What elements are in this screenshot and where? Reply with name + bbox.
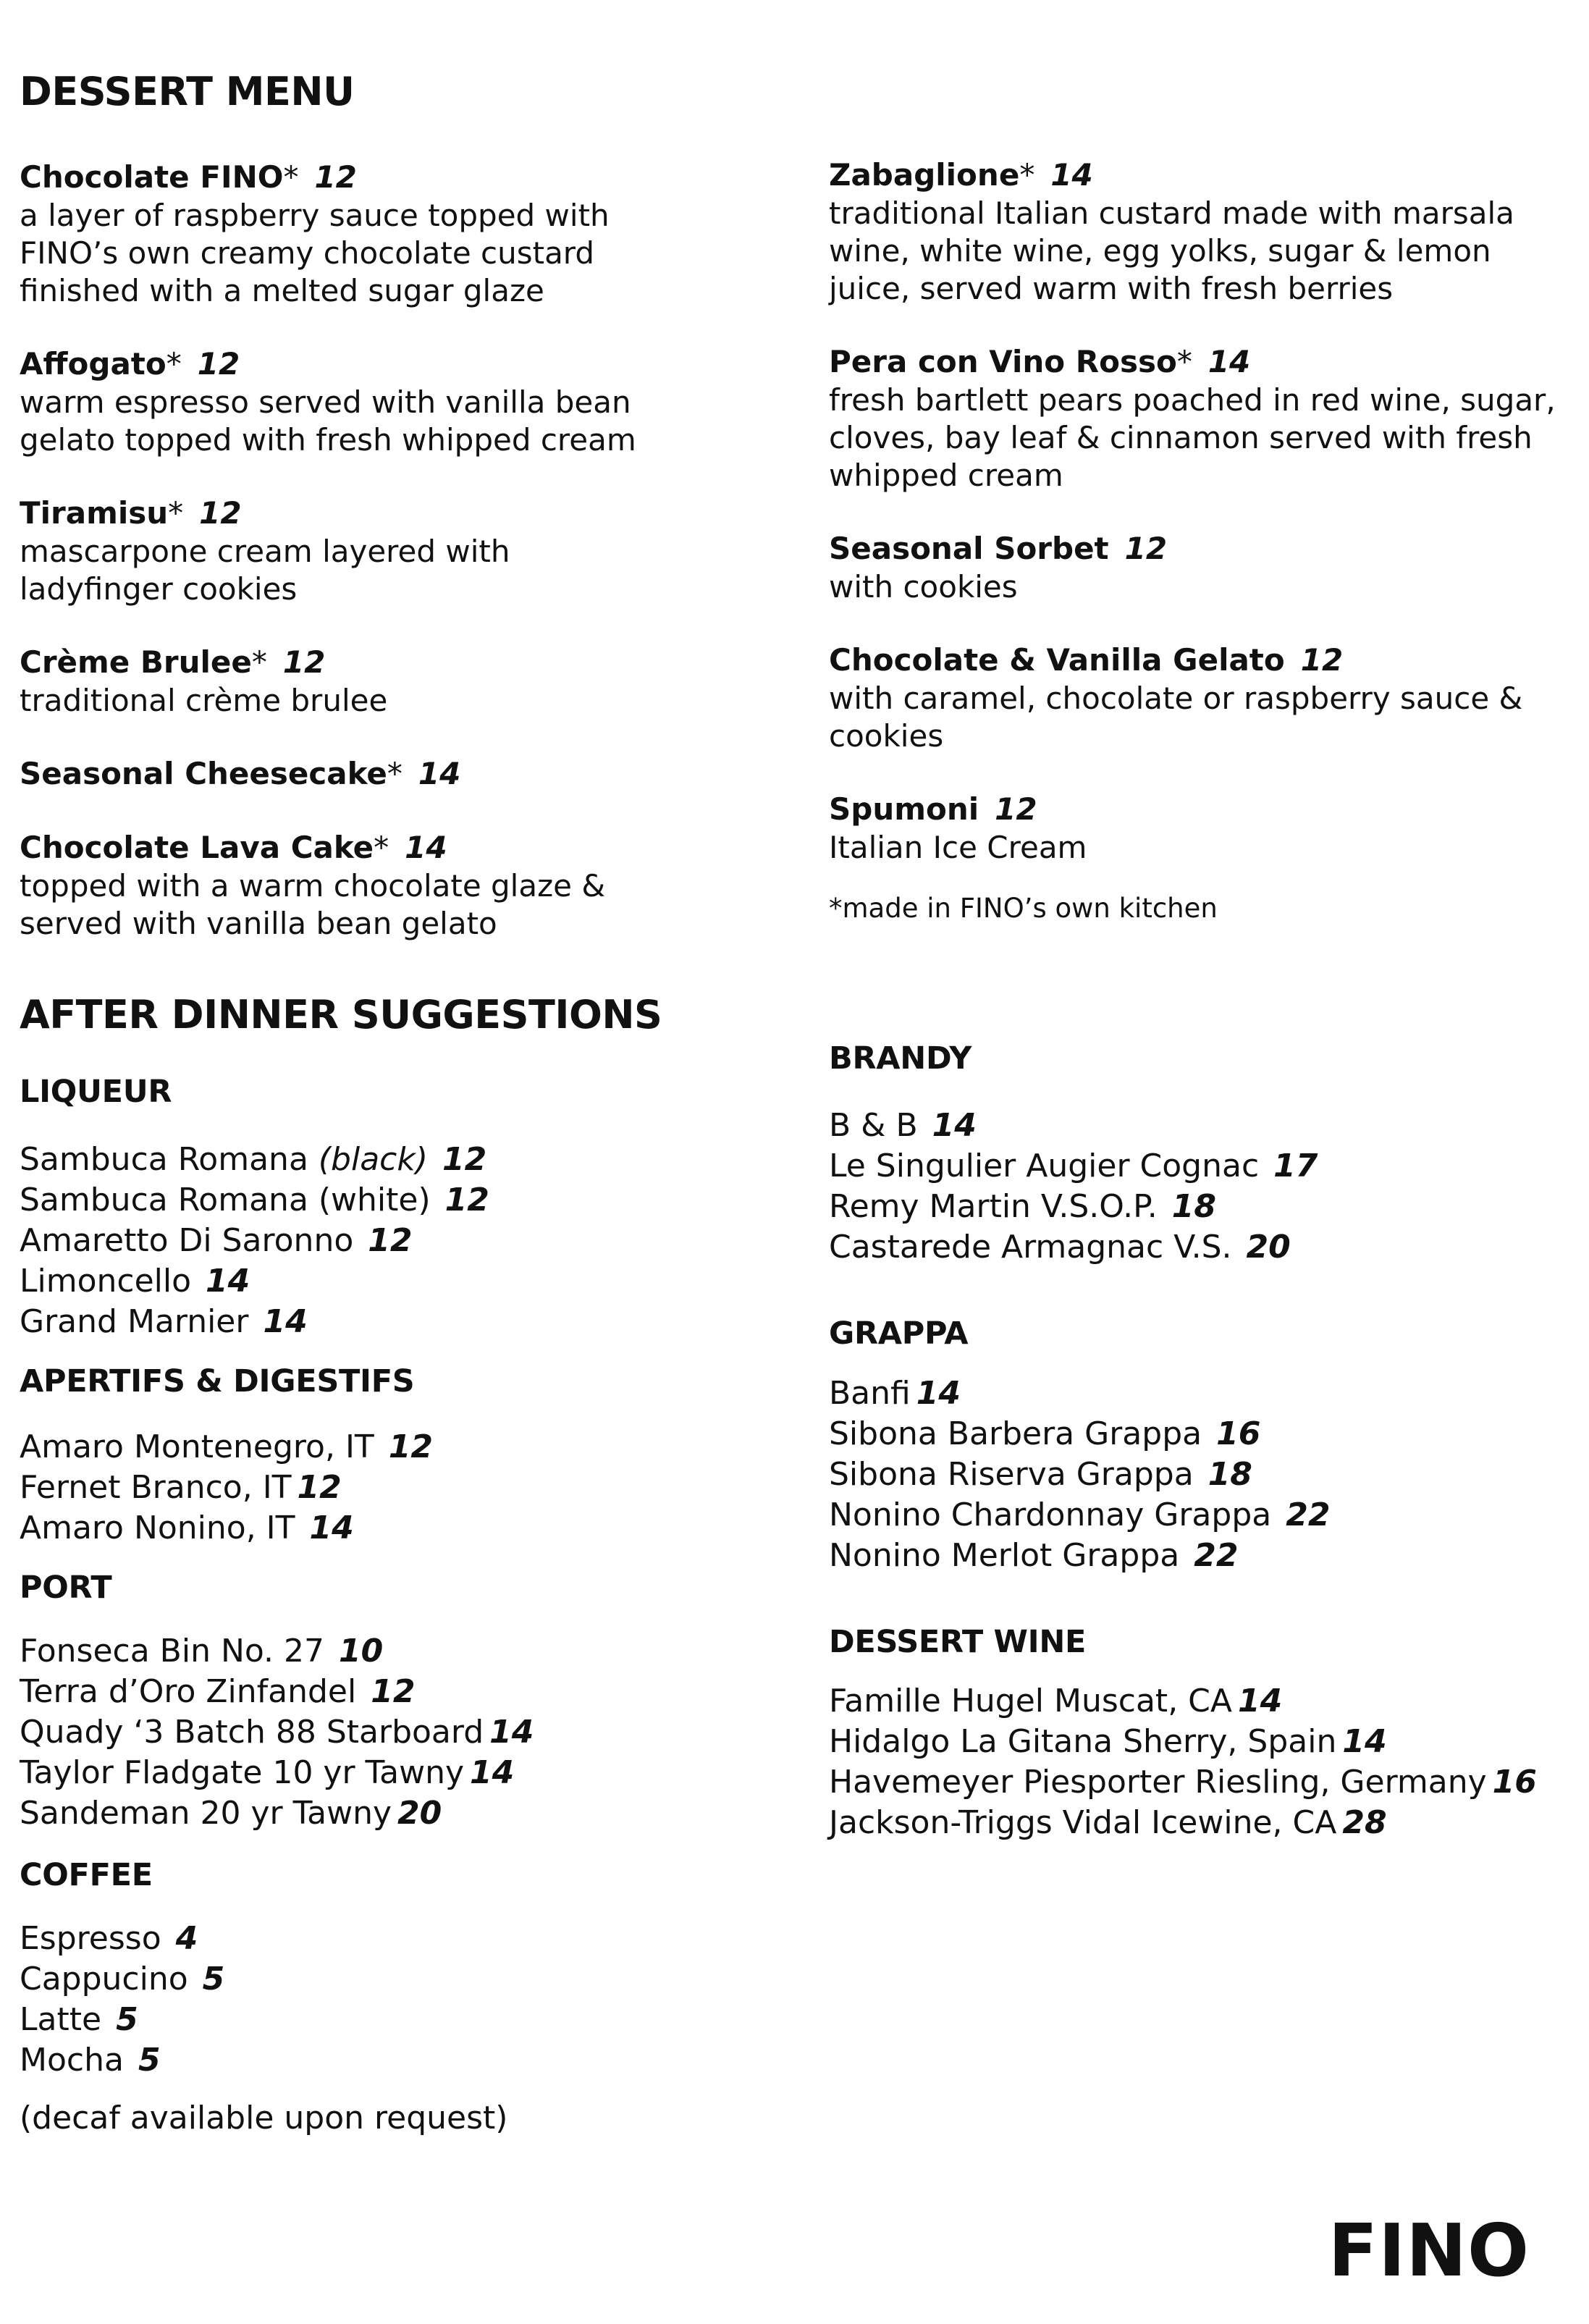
apertifs-list bbox=[20, 1427, 433, 1549]
bev-name: Castarede Armagnac V.S. bbox=[829, 1229, 1232, 1266]
dessert-desc: with cookies bbox=[829, 569, 1018, 605]
dessert-wine-heading: DESSERT WINE bbox=[829, 1624, 1087, 1660]
dessert-item-affogato bbox=[20, 345, 743, 459]
dessert-name: Pera con Vino Rosso bbox=[829, 344, 1177, 379]
bev-price: 18 bbox=[1207, 1456, 1252, 1493]
bev-name: Sibona Riserva Grappa bbox=[829, 1456, 1194, 1493]
list-item bbox=[829, 1146, 1318, 1187]
bev-name: Jackson-Triggs Vidal Icewine, CA bbox=[829, 1804, 1337, 1841]
dessert-footnote: *made in FINO’s own kitchen bbox=[829, 893, 1218, 924]
dessert-name: Seasonal Cheesecake bbox=[20, 756, 387, 791]
bev-name: Sambuca Romana (white) bbox=[20, 1182, 431, 1218]
dessert-item-seasonal-sorbet bbox=[829, 529, 1582, 606]
dessert-name: Tiramisu bbox=[20, 495, 169, 531]
list-item bbox=[20, 1508, 433, 1549]
dessert-price: 12 bbox=[199, 495, 242, 531]
bev-price: 4 bbox=[175, 1920, 198, 1957]
list-item bbox=[829, 1414, 1330, 1454]
dessert-price: 12 bbox=[197, 346, 240, 382]
list-item bbox=[829, 1187, 1318, 1227]
dessert-item-zabaglione bbox=[829, 156, 1582, 308]
list-item bbox=[20, 1712, 534, 1753]
bev-price: 20 bbox=[1246, 1229, 1291, 1266]
dessert-star: * bbox=[387, 756, 402, 791]
list-item bbox=[20, 1959, 507, 2000]
bev-name: Nonino Merlot Grappa bbox=[829, 1537, 1180, 1574]
dessert-item-chocolate-lava-cake bbox=[20, 828, 743, 943]
dessert-price: 14 bbox=[1050, 157, 1093, 193]
dessert-desc: a layer of raspberry sauce topped with FINO’s own creamy chocolate custard finished with a melted sugar glaze bbox=[20, 198, 610, 308]
list-item bbox=[20, 2040, 507, 2081]
bev-name: Fernet Branco, IT bbox=[20, 1469, 292, 1506]
dessert-item-chocolate-vanilla-gelato bbox=[829, 641, 1582, 755]
bev-name: Terra d’Oro Zinfandel bbox=[20, 1673, 357, 1710]
dessert-item-pera-con-vino-rosso bbox=[829, 342, 1582, 494]
list-item bbox=[20, 2000, 507, 2040]
bev-price: 14 bbox=[206, 1263, 250, 1300]
bev-name: Fonseca Bin No. 27 bbox=[20, 1633, 324, 1670]
bev-price: 16 bbox=[1492, 1764, 1537, 1801]
bev-name: Amaro Montenegro, IT bbox=[20, 1428, 374, 1465]
bev-price: 12 bbox=[297, 1469, 342, 1506]
bev-price: 12 bbox=[442, 1141, 487, 1178]
dessert-price: 14 bbox=[405, 830, 447, 865]
dessert-name: Zabaglione bbox=[829, 157, 1020, 193]
dessert-desc: fresh bartlett pears poached in red wine, sugar, cloves, bay leaf & cinnamon served with fresh whipped cream bbox=[829, 382, 1556, 493]
dessert-wine-list bbox=[829, 1681, 1537, 1843]
dessert-star: * bbox=[251, 644, 267, 680]
bev-name: Nonino Chardonnay Grappa bbox=[829, 1496, 1272, 1533]
bev-price: 22 bbox=[1286, 1496, 1331, 1533]
dessert-item-spumoni bbox=[829, 790, 1582, 867]
bev-name: Espresso bbox=[20, 1920, 161, 1957]
dessert-name: Seasonal Sorbet bbox=[829, 531, 1109, 566]
bev-price: 12 bbox=[444, 1182, 489, 1218]
bev-name: Amaretto Di Saronno bbox=[20, 1222, 354, 1259]
bev-price: 16 bbox=[1216, 1415, 1261, 1452]
grappa-list bbox=[829, 1373, 1330, 1576]
dessert-star: * bbox=[283, 159, 299, 195]
bev-name: Remy Martin V.S.O.P. bbox=[829, 1188, 1158, 1225]
bev-italic: (black) bbox=[318, 1141, 429, 1178]
dessert-price: 12 bbox=[282, 644, 326, 680]
list-item bbox=[20, 1140, 489, 1180]
list-item bbox=[829, 1106, 1318, 1146]
dessert-star: * bbox=[166, 346, 182, 382]
bev-price: 12 bbox=[368, 1222, 413, 1259]
dessert-star: * bbox=[374, 830, 389, 865]
dessert-name: Crème Brulee bbox=[20, 644, 252, 680]
bev-price: 28 bbox=[1342, 1804, 1387, 1841]
brandy-list bbox=[829, 1106, 1318, 1268]
list-item bbox=[829, 1227, 1318, 1268]
bev-price: 12 bbox=[371, 1673, 416, 1710]
dessert-name: Spumoni bbox=[829, 791, 979, 827]
bev-name: Sambuca Romana bbox=[20, 1141, 319, 1178]
list-item bbox=[829, 1495, 1330, 1536]
dessert-desc: mascarpone cream layered with ladyfinger cookies bbox=[20, 534, 510, 607]
bev-price: 14 bbox=[916, 1375, 961, 1412]
liqueur-list bbox=[20, 1140, 489, 1342]
bev-name: Limoncello bbox=[20, 1263, 192, 1300]
bev-price: 14 bbox=[1342, 1723, 1387, 1760]
bev-price: 5 bbox=[202, 1961, 225, 1997]
bev-name: Banfi bbox=[829, 1375, 911, 1412]
dessert-item-seasonal-cheesecake bbox=[20, 754, 743, 793]
list-item bbox=[829, 1681, 1537, 1722]
dessert-item-creme-brulee bbox=[20, 643, 743, 720]
list-item bbox=[20, 1180, 489, 1221]
dessert-menu-title: DESSERT MENU bbox=[20, 69, 355, 114]
bev-name: Sibona Barbera Grappa bbox=[829, 1415, 1202, 1452]
bev-name: Hidalgo La Gitana Sherry, Spain bbox=[829, 1723, 1337, 1760]
bev-price: 12 bbox=[388, 1428, 434, 1465]
bev-name: Mocha bbox=[20, 2042, 124, 2079]
list-item bbox=[829, 1762, 1537, 1803]
list-item bbox=[829, 1536, 1330, 1576]
apertifs-heading: APERTIFS & DIGESTIFS bbox=[20, 1363, 415, 1399]
coffee-heading: COFFEE bbox=[20, 1857, 153, 1893]
bev-name: Amaro Nonino, IT bbox=[20, 1510, 295, 1546]
bev-price: 5 bbox=[138, 2042, 161, 2079]
dessert-price: 12 bbox=[1124, 531, 1168, 566]
dessert-desc: Italian Ice Cream bbox=[829, 830, 1087, 865]
dessert-item-tiramisu bbox=[20, 494, 743, 608]
bev-name: Le Singulier Augier Cognac bbox=[829, 1148, 1260, 1184]
port-list bbox=[20, 1631, 534, 1834]
dessert-price: 12 bbox=[1300, 642, 1344, 678]
grappa-heading: GRAPPA bbox=[829, 1315, 969, 1352]
dessert-star: * bbox=[1019, 157, 1035, 193]
bev-price: 14 bbox=[932, 1107, 977, 1144]
dessert-desc: with caramel, chocolate or raspberry sauce & cookies bbox=[829, 681, 1523, 754]
dessert-name: Affogato bbox=[20, 346, 167, 382]
brand-logo: FINO bbox=[1328, 2208, 1530, 2293]
dessert-list-right bbox=[829, 156, 1582, 924]
list-item bbox=[20, 1468, 433, 1508]
bev-price: 14 bbox=[470, 1754, 515, 1791]
dessert-desc: topped with a warm chocolate glaze & served with vanilla bean gelato bbox=[20, 868, 606, 941]
bev-name: Sandeman 20 yr Tawny bbox=[20, 1795, 392, 1832]
bev-name: Taylor Fladgate 10 yr Tawny bbox=[20, 1754, 465, 1791]
list-item bbox=[20, 1672, 534, 1712]
dessert-star: * bbox=[1176, 344, 1192, 379]
liqueur-heading: LIQUEUR bbox=[20, 1074, 172, 1110]
dessert-desc: traditional Italian custard made with marsala wine, white wine, egg yolks, sugar & lemon juice, served warm with fresh berries bbox=[829, 195, 1514, 306]
bev-name: B & B bbox=[829, 1107, 918, 1144]
list-item bbox=[20, 1793, 534, 1834]
bev-price: 18 bbox=[1171, 1188, 1216, 1225]
list-item bbox=[20, 1919, 507, 1959]
bev-name: Cappucino bbox=[20, 1961, 188, 1997]
dessert-item-chocolate-fino bbox=[20, 158, 743, 310]
after-dinner-title: AFTER DINNER SUGGESTIONS bbox=[20, 992, 662, 1037]
list-item bbox=[20, 1261, 489, 1302]
bev-price: 14 bbox=[309, 1510, 354, 1546]
dessert-desc: traditional crème brulee bbox=[20, 683, 388, 718]
bev-name: Quady ‘3 Batch 88 Starboard bbox=[20, 1714, 484, 1751]
coffee-list bbox=[20, 1919, 507, 2139]
bev-price: 22 bbox=[1194, 1537, 1239, 1574]
dessert-name: Chocolate Lava Cake bbox=[20, 830, 374, 865]
list-item bbox=[829, 1373, 1330, 1414]
dessert-list-left bbox=[20, 158, 743, 977]
dessert-name: Chocolate & Vanilla Gelato bbox=[829, 642, 1285, 678]
list-item bbox=[20, 1302, 489, 1342]
bev-name: Grand Marnier bbox=[20, 1303, 249, 1340]
dessert-price: 14 bbox=[418, 756, 461, 791]
dessert-price: 12 bbox=[995, 791, 1037, 827]
bev-price: 17 bbox=[1273, 1148, 1318, 1184]
dessert-desc: warm espresso served with vanilla bean gelato topped with fresh whipped cream bbox=[20, 384, 636, 458]
list-item bbox=[20, 1753, 534, 1793]
list-item bbox=[20, 1221, 489, 1261]
list-item bbox=[829, 1722, 1537, 1762]
bev-price: 20 bbox=[397, 1795, 442, 1832]
list-item bbox=[829, 1454, 1330, 1495]
dessert-name: Chocolate FINO bbox=[20, 159, 284, 195]
bev-name: Famille Hugel Muscat, CA bbox=[829, 1683, 1232, 1719]
dessert-price: 12 bbox=[314, 159, 357, 195]
list-item bbox=[829, 1803, 1537, 1843]
bev-price: 14 bbox=[1237, 1683, 1283, 1719]
dessert-price: 14 bbox=[1207, 344, 1251, 379]
bev-name: Latte bbox=[20, 2001, 102, 2038]
bev-price: 14 bbox=[489, 1714, 534, 1751]
decaf-note: (decaf available upon request) bbox=[20, 2100, 508, 2136]
port-heading: PORT bbox=[20, 1570, 112, 1606]
bev-price: 10 bbox=[339, 1633, 384, 1670]
brandy-heading: BRANDY bbox=[829, 1040, 972, 1077]
list-item bbox=[20, 1427, 433, 1468]
bev-name: Havemeyer Piesporter Riesling, Germany bbox=[829, 1764, 1487, 1801]
bev-price: 14 bbox=[263, 1303, 308, 1340]
list-item bbox=[20, 1631, 534, 1672]
bev-price: 5 bbox=[116, 2001, 138, 2038]
dessert-star: * bbox=[168, 495, 184, 531]
